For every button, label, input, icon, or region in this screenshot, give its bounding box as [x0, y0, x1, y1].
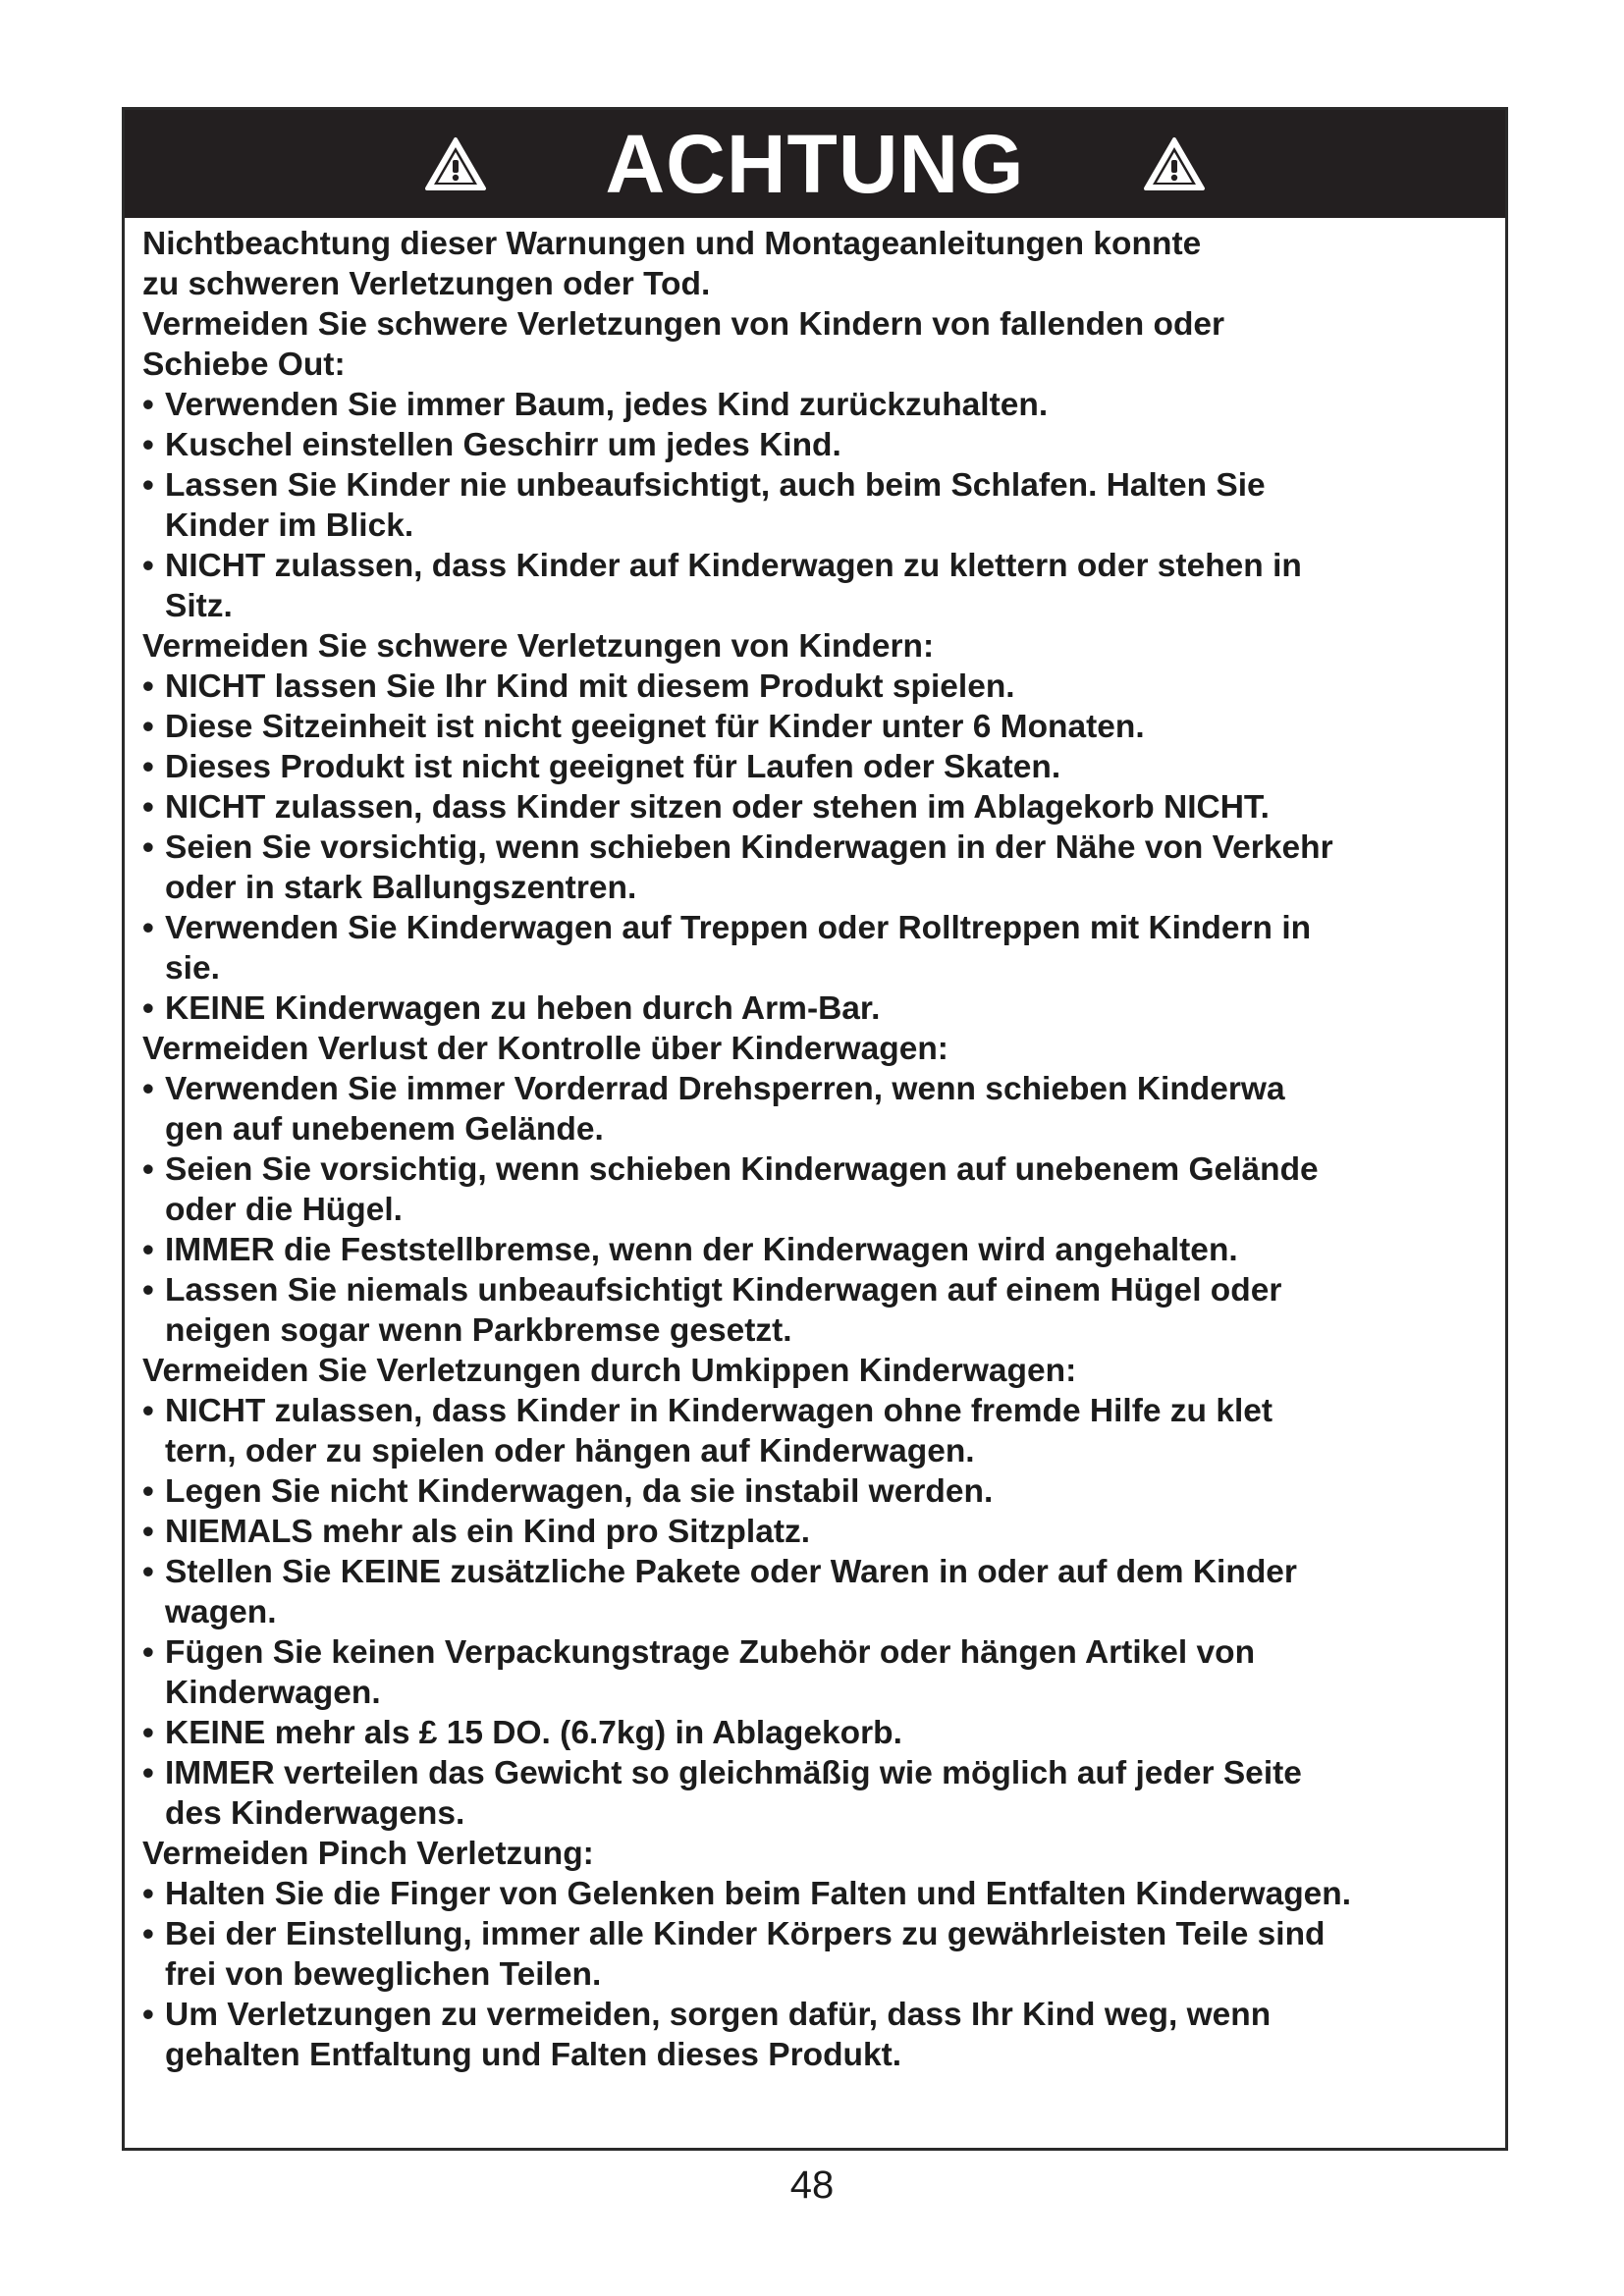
bullet-text-line: gen auf unebenem Gelände. [165, 1111, 604, 1148]
bullet-text-line: frei von beweglichen Teilen. [165, 1956, 602, 1993]
bullet-dot-icon: • [142, 1715, 154, 1751]
warning-body [125, 218, 1505, 2075]
bullet-item [142, 1552, 1486, 1632]
bullet-item [142, 385, 1486, 425]
bullet-item [142, 1713, 1486, 1753]
bullet-list [142, 1069, 1486, 1351]
bullet-dot-icon: • [142, 829, 154, 866]
warning-triangle-icon [1142, 134, 1207, 193]
bullet-text-line: Verwenden Sie Kinderwagen auf Treppen oder Rolltreppen mit Kindern in [165, 910, 1312, 946]
bullet-item [142, 1874, 1486, 1914]
bullet-item [142, 1230, 1486, 1270]
bullet-text-line: Lassen Sie Kinder nie unbeaufsichtigt, auch beim Schlafen. Halten Sie [165, 467, 1266, 504]
bullet-item [142, 1995, 1486, 2075]
bullet-text-line: Dieses Produkt ist nicht geeignet für Laufen oder Skaten. [165, 749, 1061, 785]
bullet-text-line: Halten Sie die Finger von Gelenken beim Falten und Entfalten Kinderwagen. [165, 1876, 1352, 1912]
bullet-text-line: KEINE Kinderwagen zu heben durch Arm-Bar. [165, 990, 881, 1027]
bullet-text-line: Lassen Sie niemals unbeaufsichtigt Kinderwagen auf einem Hügel oder [165, 1272, 1282, 1308]
bullet-item [142, 747, 1486, 787]
bullet-list [142, 385, 1486, 626]
section-heading: Schiebe Out: [142, 347, 346, 383]
bullet-item [142, 1270, 1486, 1351]
bullet-text-line: Bei der Einstellung, immer alle Kinder Körpers zu gewährleisten Teile sind [165, 1916, 1326, 1952]
bullet-dot-icon: • [142, 467, 154, 504]
page-number: 48 [789, 2163, 835, 2207]
bullet-item [142, 1914, 1486, 1995]
bullet-item [142, 1471, 1486, 1512]
bullet-dot-icon: • [142, 1071, 154, 1107]
intro-line: Nichtbeachtung dieser Warnungen und Montageanleitungen konnte [142, 226, 1202, 262]
bullet-list [142, 1391, 1486, 1834]
bullet-list [142, 1874, 1486, 2075]
section-heading: Vermeiden Verlust der Kontrolle über Kinderwagen: [142, 1031, 948, 1067]
bullet-list [142, 667, 1486, 1029]
bullet-dot-icon: • [142, 1554, 154, 1590]
bullet-text-line: NICHT zulassen, dass Kinder sitzen oder stehen im Ablagekorb NICHT. [165, 789, 1270, 826]
bullet-item [142, 1512, 1486, 1552]
bullet-dot-icon: • [142, 1916, 154, 1952]
section-heading: Vermeiden Sie Verletzungen durch Umkippen Kinderwagen: [142, 1353, 1077, 1389]
bullet-text-line: Fügen Sie keinen Verpackungstrage Zubehör oder hängen Artikel von [165, 1634, 1256, 1671]
bullet-text-line: Legen Sie nicht Kinderwagen, da sie instabil werden. [165, 1473, 994, 1510]
bullet-text-line: NIEMALS mehr als ein Kind pro Sitzplatz. [165, 1514, 811, 1550]
bullet-dot-icon: • [142, 1151, 154, 1188]
bullet-text-line: Seien Sie vorsichtig, wenn schieben Kinderwagen auf unebenem Gelände [165, 1151, 1319, 1188]
bullet-item [142, 1149, 1486, 1230]
section-heading: Vermeiden Pinch Verletzung: [142, 1836, 594, 1872]
bullet-dot-icon: • [142, 1272, 154, 1308]
bullet-dot-icon: • [142, 1514, 154, 1550]
bullet-text-line: oder in stark Ballungszentren. [165, 870, 637, 906]
bullet-text-line: oder die Hügel. [165, 1192, 403, 1228]
bullet-dot-icon: • [142, 668, 154, 705]
warning-title: ACHTUNG [605, 118, 1025, 210]
bullet-item [142, 1753, 1486, 1834]
bullet-dot-icon: • [142, 789, 154, 826]
bullet-text-line: Kinderwagen. [165, 1675, 381, 1711]
bullet-item [142, 787, 1486, 828]
bullet-item [142, 425, 1486, 465]
bullet-dot-icon: • [142, 548, 154, 584]
bullet-item [142, 1391, 1486, 1471]
bullet-item [142, 546, 1486, 626]
bullet-text-line: NICHT zulassen, dass Kinder in Kinderwagen ohne fremde Hilfe zu klet [165, 1393, 1273, 1429]
bullet-item [142, 828, 1486, 908]
bullet-text-line: Sitz. [165, 588, 233, 624]
bullet-item [142, 707, 1486, 747]
intro-line: zu schweren Verletzungen oder Tod. [142, 266, 711, 302]
bullet-dot-icon: • [142, 1634, 154, 1671]
bullet-text-line: tern, oder zu spielen oder hängen auf Kinderwagen. [165, 1433, 975, 1469]
bullet-text-line: gehalten Entfaltung und Falten dieses Produkt. [165, 2037, 902, 2073]
bullet-text-line: Stellen Sie KEINE zusätzliche Pakete oder Waren in oder auf dem Kinder [165, 1554, 1297, 1590]
warning-header [125, 110, 1505, 218]
bullet-dot-icon: • [142, 1997, 154, 2033]
bullet-text-line: Um Verletzungen zu vermeiden, sorgen dafür, dass Ihr Kind weg, wenn [165, 1997, 1272, 2033]
bullet-dot-icon: • [142, 387, 154, 423]
section-heading: Vermeiden Sie schwere Verletzungen von Kindern von fallenden oder [142, 306, 1225, 343]
bullet-text-line: IMMER die Feststellbremse, wenn der Kinderwagen wird angehalten. [165, 1232, 1238, 1268]
bullet-dot-icon: • [142, 910, 154, 946]
bullet-dot-icon: • [142, 709, 154, 745]
bullet-text-line: wagen. [165, 1594, 277, 1630]
bullet-text-line: Verwenden Sie immer Vorderrad Drehsperren, wenn schieben Kinderwa [165, 1071, 1285, 1107]
bullet-dot-icon: • [142, 427, 154, 463]
bullet-dot-icon: • [142, 990, 154, 1027]
bullet-text-line: Seien Sie vorsichtig, wenn schieben Kinderwagen in der Nähe von Verkehr [165, 829, 1333, 866]
bullet-dot-icon: • [142, 1876, 154, 1912]
bullet-text-line: NICHT lassen Sie Ihr Kind mit diesem Produkt spielen. [165, 668, 1015, 705]
bullet-text-line: Kuschel einstellen Geschirr um jedes Kind. [165, 427, 841, 463]
bullet-dot-icon: • [142, 749, 154, 785]
warning-triangle-icon [423, 134, 488, 193]
bullet-text-line: Kinder im Blick. [165, 507, 414, 544]
warning-box [122, 107, 1508, 2151]
bullet-item [142, 988, 1486, 1029]
bullet-item [142, 465, 1486, 546]
bullet-text-line: KEINE mehr als £ 15 DO. (6.7kg) in Ablagekorb. [165, 1715, 902, 1751]
bullet-dot-icon: • [142, 1473, 154, 1510]
bullet-text-line: des Kinderwagens. [165, 1795, 465, 1832]
bullet-item [142, 1632, 1486, 1713]
bullet-text-line: Diese Sitzeinheit ist nicht geeignet für Kinder unter 6 Monaten. [165, 709, 1145, 745]
bullet-text-line: sie. [165, 950, 220, 987]
section-heading: Vermeiden Sie schwere Verletzungen von Kindern: [142, 628, 935, 665]
bullet-item [142, 1069, 1486, 1149]
bullet-item [142, 667, 1486, 707]
bullet-text-line: neigen sogar wenn Parkbremse gesetzt. [165, 1312, 792, 1349]
bullet-dot-icon: • [142, 1232, 154, 1268]
bullet-dot-icon: • [142, 1393, 154, 1429]
bullet-text-line: IMMER verteilen das Gewicht so gleichmäßig wie möglich auf jeder Seite [165, 1755, 1302, 1791]
bullet-dot-icon: • [142, 1755, 154, 1791]
bullet-item [142, 908, 1486, 988]
bullet-text-line: NICHT zulassen, dass Kinder auf Kinderwagen zu klettern oder stehen in [165, 548, 1302, 584]
bullet-text-line: Verwenden Sie immer Baum, jedes Kind zurückzuhalten. [165, 387, 1049, 423]
